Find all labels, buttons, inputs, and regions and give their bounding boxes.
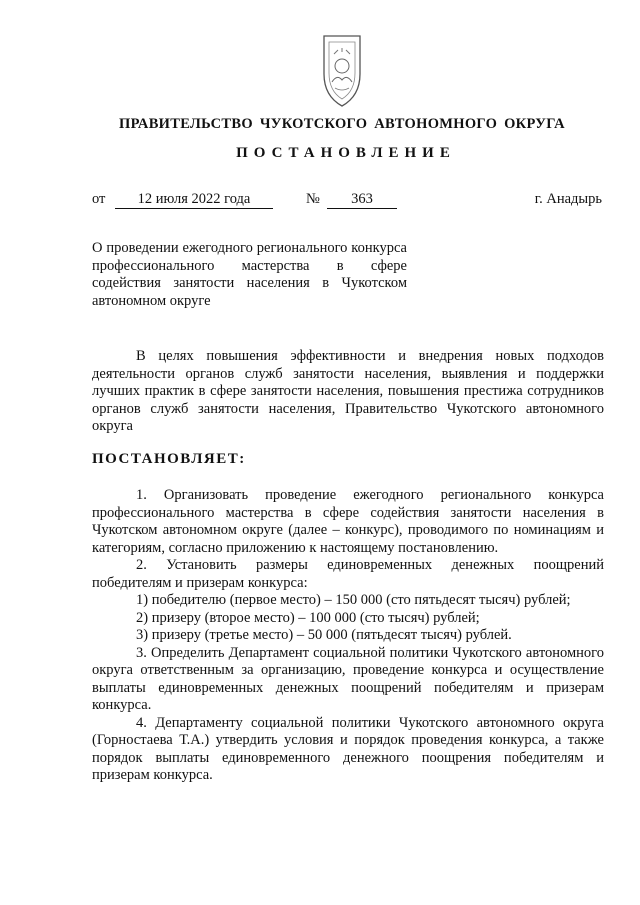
document-date: 12 июля 2022 года xyxy=(115,191,273,209)
point-3: 3. Определить Департамент социальной политики Чукотского автономного округа ответственным за организацию, проведение конкурса и осуществление выплаты единовременных денежных поощрений победителям и призерам конкурса. xyxy=(92,644,604,713)
document-meta xyxy=(0,191,640,211)
resolves-heading: ПОСТАНОВЛЯЕТ: xyxy=(92,451,246,467)
document-city: г. Анадырь xyxy=(534,191,602,207)
point-2-item-1: 1) победителю (первое место) – 150 000 (сто пятьдесят тысяч) рублей; xyxy=(136,592,571,608)
resolution-points xyxy=(92,487,604,785)
point-4: 4. Департаменту социальной политики Чукотского автономного округа (Горностаева Т.А.) утвердить условия и порядок проведения конкурса, а также порядок выплаты единовременного денежного поощрения победителям и призерам конкурса. xyxy=(92,714,604,783)
point-1: 1. Организовать проведение ежегодного регионального конкурса профессионального мастерства в сфере содействия занятости населения в Чукотском автономном округе (далее – конкурс), проводимого по номинациям и категориям, согласно приложению к настоящему постановлению. xyxy=(92,487,604,556)
document-number: 363 xyxy=(327,191,397,209)
point-2-item-2: 2) призеру (второе место) – 100 000 (сто тысяч) рублей; xyxy=(136,609,480,626)
chukotka-coat-of-arms-icon xyxy=(302,30,382,110)
preamble: В целях повышения эффективности и внедрения новых подходов деятельности органов служб занятости населения, выявления и поддержки лучших практик в сфере занятости населения, повышения престижа сотрудников органов служб занятости населения, Правительство Чукотского автономного округа xyxy=(92,348,604,434)
point-2-item-3: 3) призеру (третье место) – 50 000 (пятьдесят тысяч) рублей. xyxy=(136,627,512,643)
date-prefix: от xyxy=(92,191,106,207)
document-subject: О проведении ежегодного регионального конкурса профессионального мастерства в сфере содействия занятости населения в Чукотском автономном округе xyxy=(92,240,407,309)
number-sign: № xyxy=(306,191,320,207)
document-type: ПОСТАНОВЛЕНИЕ xyxy=(236,145,456,161)
government-title: ПРАВИТЕЛЬСТВО ЧУКОТСКОГО АВТОНОМНОГО ОКРУГА xyxy=(119,116,565,132)
point-2: 2. Установить размеры единовременных денежных поощрений победителям и призерам конкурса: xyxy=(92,557,604,591)
